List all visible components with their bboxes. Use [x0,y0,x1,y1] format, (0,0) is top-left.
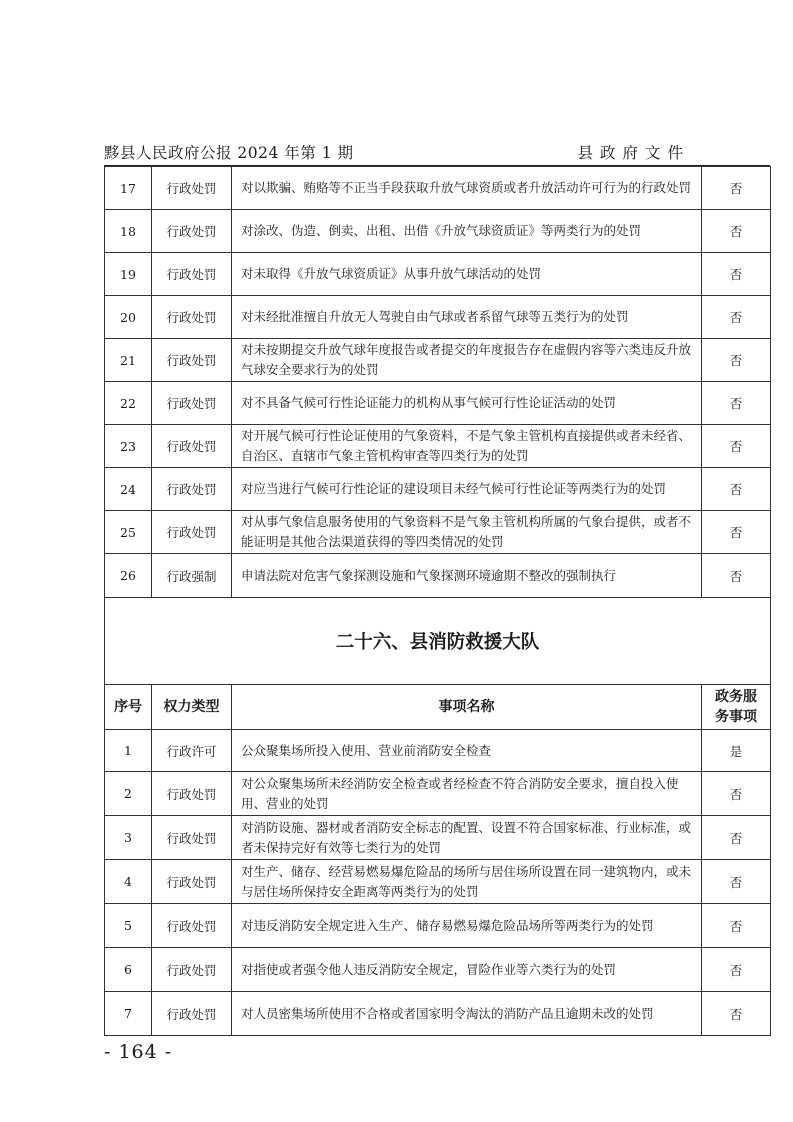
table-row [105,339,771,382]
power-type: 行政处罚 [152,772,232,816]
power-type: 行政处罚 [152,468,232,511]
item-name: 对涂改、伪造、倒卖、出租、出借《升放气球资质证》等两类行为的处罚 [232,210,702,253]
row-number: 23 [105,425,152,468]
power-type: 行政处罚 [152,296,232,339]
power-type: 行政处罚 [152,339,232,382]
service-flag: 否 [702,339,771,382]
row-number: 6 [105,948,152,992]
section-title-row [105,598,771,685]
power-type: 行政处罚 [152,860,232,904]
service-flag: 否 [702,554,771,598]
row-number: 7 [105,992,152,1036]
table-row [105,296,771,339]
service-flag: 是 [702,730,771,772]
item-name: 对未按期提交升放气球年度报告或者提交的年度报告存在虚假内容等六类违反升放气球安全要求行为的处罚 [232,339,702,382]
running-header [104,141,690,165]
item-name: 对以欺骗、贿赂等不正当手段获取升放气球资质或者升放活动许可行为的行政处罚 [232,167,702,210]
row-number: 25 [105,511,152,554]
power-type: 行政处罚 [152,816,232,860]
power-type: 行政强制 [152,554,232,598]
power-type: 行政处罚 [152,948,232,992]
row-number: 2 [105,772,152,816]
column-header-no: 序号 [105,685,152,730]
row-number: 22 [105,382,152,425]
column-header-type: 权力类型 [152,685,232,730]
table-row [105,904,771,948]
item-name: 对未取得《升放气球资质证》从事升放气球活动的处罚 [232,253,702,296]
power-type: 行政许可 [152,730,232,772]
section-label: 县政府文件 [577,144,690,162]
item-name: 对违反消防安全规定进入生产、储存易燃易爆危险品场所等两类行为的处罚 [232,904,702,948]
power-type: 行政处罚 [152,511,232,554]
service-flag: 否 [702,860,771,904]
column-header-service-line1: 政务服 [715,689,757,705]
table-row [105,948,771,992]
item-name: 对生产、储存、经营易燃易爆危险品的场所与居住场所设置在同一建筑物内，或未与居住场所保持安全距离等两类行为的处罚 [232,860,702,904]
service-flag: 否 [702,511,771,554]
table-row [105,382,771,425]
table-row [105,816,771,860]
service-flag: 否 [702,253,771,296]
row-number: 19 [105,253,152,296]
table-row [105,210,771,253]
table-row [105,860,771,904]
section-title: 二十六、县消防救援大队 [105,598,771,685]
row-number: 1 [105,730,152,772]
service-flag: 否 [702,425,771,468]
service-flag: 否 [702,382,771,425]
table-row [105,425,771,468]
row-number: 18 [105,210,152,253]
publication-title: 黟县人民政府公报 2024 年第 1 期 [104,144,354,162]
power-type: 行政处罚 [152,253,232,296]
row-number: 4 [105,860,152,904]
service-flag: 否 [702,167,771,210]
item-name: 对未经批准擅自升放无人驾驶自由气球或者系留气球等五类行为的处罚 [232,296,702,339]
row-number: 21 [105,339,152,382]
item-name: 对指使或者强令他人违反消防安全规定，冒险作业等六类行为的处罚 [232,948,702,992]
item-name: 对消防设施、器材或者消防安全标志的配置、设置不符合国家标准、行业标准，或者未保持完好有效等七类行为的处罚 [232,816,702,860]
table-row [105,468,771,511]
service-flag: 否 [702,992,771,1036]
row-number: 24 [105,468,152,511]
item-name: 对不具备气候可行性论证能力的机构从事气候可行性论证活动的处罚 [232,382,702,425]
item-name: 对应当进行气候可行性论证的建设项目未经气候可行性论证等两类行为的处罚 [232,468,702,511]
table-row [105,253,771,296]
power-type: 行政处罚 [152,992,232,1036]
table-row [105,772,771,816]
column-header-name: 事项名称 [232,685,702,730]
service-flag: 否 [702,904,771,948]
service-flag: 否 [702,296,771,339]
power-type: 行政处罚 [152,382,232,425]
service-flag: 否 [702,468,771,511]
column-header-row [105,685,771,730]
item-name: 对从事气象信息服务使用的气象资料不是气象主管机构所属的气象台提供，或者不能证明是其他合法渠道获得的等四类情况的处罚 [232,511,702,554]
item-name: 公众聚集场所投入使用、营业前消防安全检查 [232,730,702,772]
row-number: 17 [105,167,152,210]
row-number: 20 [105,296,152,339]
service-flag: 否 [702,948,771,992]
item-name: 申请法院对危害气象探测设施和气象探测环境逾期不整改的强制执行 [232,554,702,598]
table-row [105,730,771,772]
row-number: 26 [105,554,152,598]
table-row [105,511,771,554]
column-header-service-line2: 务事项 [715,709,757,725]
power-type: 行政处罚 [152,904,232,948]
row-number: 5 [105,904,152,948]
service-flag: 否 [702,816,771,860]
table-row [105,992,771,1036]
power-type: 行政处罚 [152,210,232,253]
power-type: 行政处罚 [152,167,232,210]
power-type: 行政处罚 [152,425,232,468]
table-row [105,554,771,598]
table-row [105,167,771,210]
column-header-service [702,685,771,730]
row-number: 3 [105,816,152,860]
item-name: 对人员密集场所使用不合格或者国家明令淘汰的消防产品且逾期未改的处罚 [232,992,702,1036]
item-name: 对开展气候可行性论证使用的气象资料，不是气象主管机构直接提供或者未经省、自治区、直辖市气象主管机构审查等四类行为的处罚 [232,425,702,468]
service-flag: 否 [702,210,771,253]
item-name: 对公众聚集场所未经消防安全检查或者经检查不符合消防安全要求，擅自投入使用、营业的处罚 [232,772,702,816]
power-list-table [104,166,771,1036]
page-number: - 164 - [104,1041,173,1063]
service-flag: 否 [702,772,771,816]
